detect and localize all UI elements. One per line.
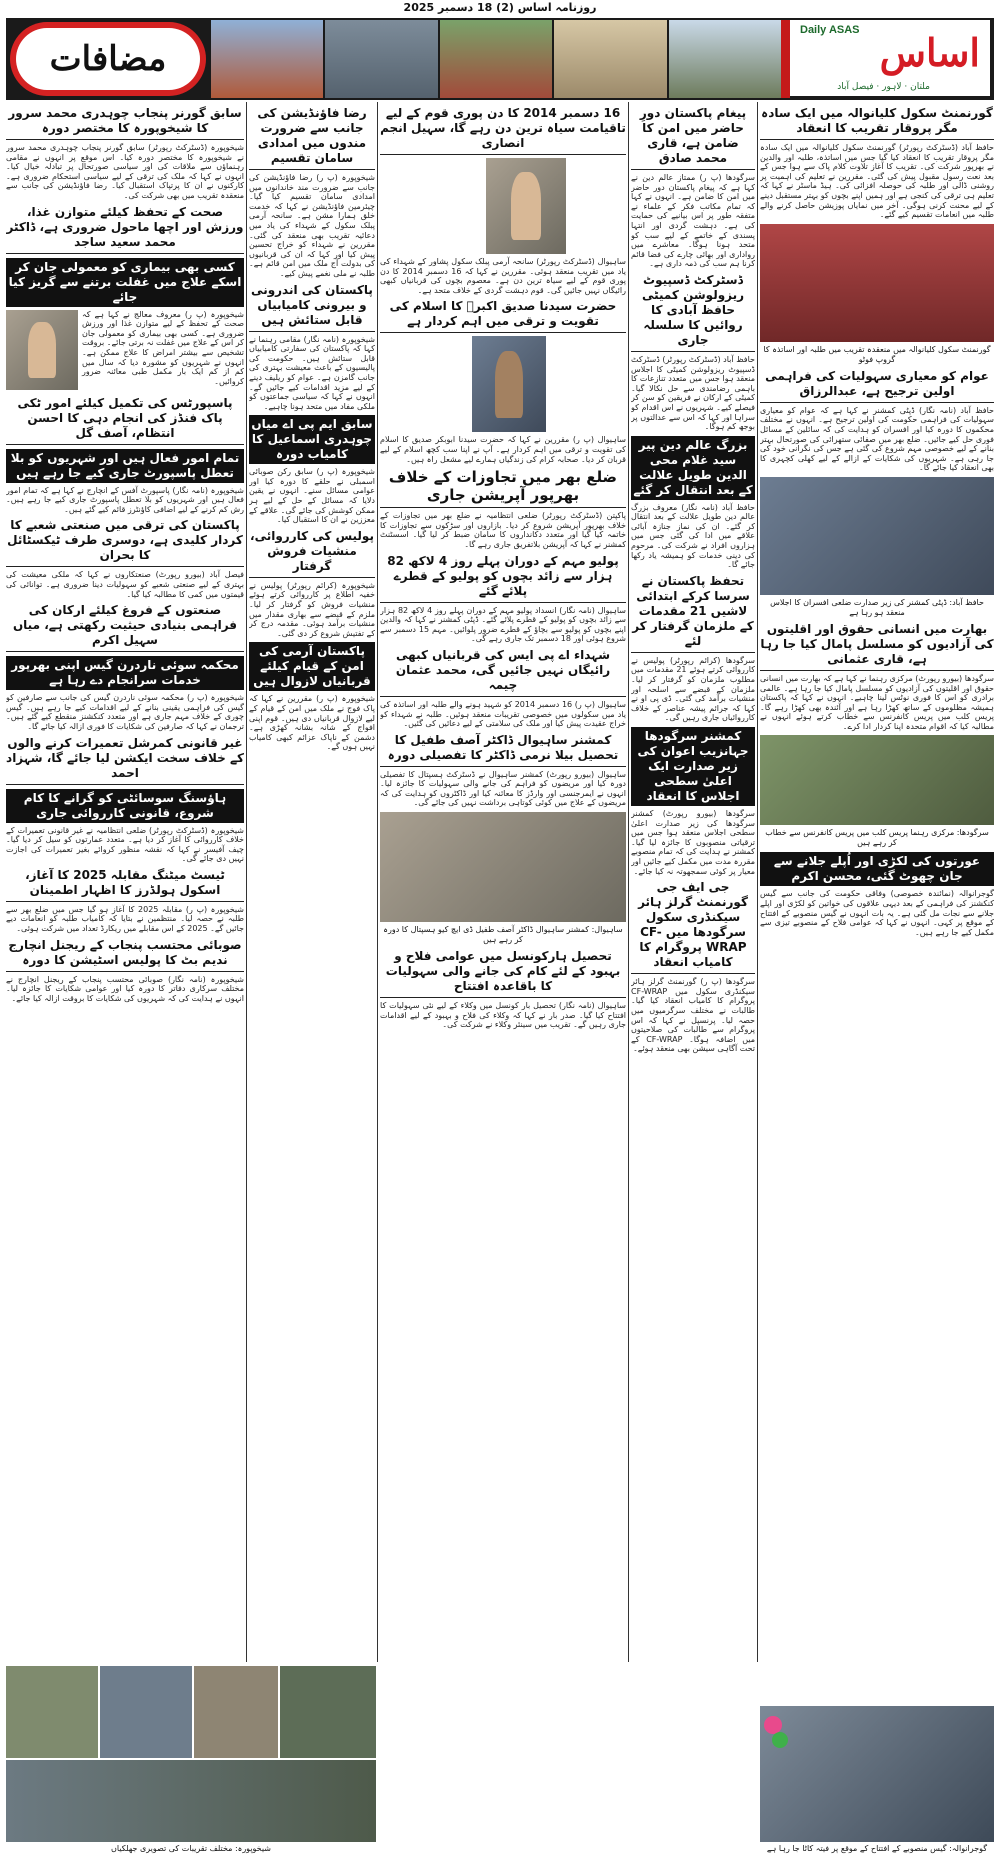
logo-urdu: اساس [879, 30, 980, 75]
photo-caption: گورنمنٹ سکول کلیانوالہ میں منعقدہ تقریب میں طلبہ اور اساتذہ کا گروپ فوٹو [763, 344, 991, 364]
headline: عوام کو معیاری سہولیات کی فراہمی اولین ترجیح ہے، عبدالرزاق [760, 369, 994, 403]
photo-caption: سرگودھا: مرکزی رہنما پریس کلب میں پریس کانفرنس سے خطاب کر رہے ہیں [765, 828, 989, 848]
collage-photo [280, 1666, 376, 1758]
headline: صحت کے تحفظ کیلئے متوازن غذا، ورزش اور اچھا ماحول ضروری ہے، ڈاکٹر محمد سعید ساجد [6, 205, 244, 254]
section-title: مضافات [16, 28, 200, 90]
headline: پولیس کی کارروائی، منشیات فروش گرفتار [249, 529, 375, 578]
logo-tagline: ملتان · لاہور · فیصل آباد [837, 82, 930, 92]
headline: بزرگ عالم دین پیر سید غلام محی الدین طویل علالت کے بعد انتقال کر گئے [631, 436, 755, 500]
article-body: فیصل آباد (بیورو رپورٹ) صنعتکاروں نے کہا کہ ملکی معیشت کی بہتری کے لیے صنعتی شعبے کو سہولیات دینا ضروری ہے۔ توانائی کی قیمتوں میں کمی کا مطالبہ کیا گیا۔ [6, 570, 244, 599]
collage-photo [100, 1666, 192, 1758]
photo-collage [6, 1666, 376, 1856]
article-body: شیخوپورہ (پ ر) مقررین نے کہا کہ پاک فوج نے ملک میں امن کے قیام کے لیے لازوال قربانیاں دی ہیں۔ قوم اپنی افواج کے شانہ بشانہ کھڑی ہے۔ دشمن کے ناپاک عزائم کبھی کامیاب نہیں ہوں گے۔ [249, 694, 375, 752]
hospital-visit-photo [380, 812, 626, 922]
headline: پیغام پاکستان دورِ حاضر میں امن کا ضامن ہے، قاری محمد صادق [631, 106, 755, 170]
article-body: سرگودھا (پ ر) ممتاز عالم دین نے کہا ہے کہ پیغام پاکستان دور حاضر میں امن کا ضامن ہے۔ انہوں نے کہا کہ تمام مکاتب فکر کے علماء نے متفقہ طور پر اس بیانیے کی حمایت کی ہے۔ دہشت گردی اور انتہا پسندی کے خاتمے کے لیے سب کو متحد ہونا ہوگا۔ معاشرے میں رواداری اور بھائی چارے کی فضا قائم کرنا ہم سب کی ذمہ داری ہے۔ [631, 173, 755, 269]
article-body: حافظ آباد (نامہ نگار) ڈپٹی کمشنر نے کہا ہے کہ عوام کو معیاری سہولیات کی فراہمی حکومت کی اولین ترجیح ہے۔ انہوں نے مختلف محکموں کا دورہ کیا اور افسران کو ہدایت کی کہ سائلین کے مسائل فوری حل کیے جائیں۔ ضلع بھر میں صفائی ستھرائی کی صورتحال بہتر بنانے کے لیے خصوصی مہم شروع کی گئی ہے جس کی نگرانی خود کی جا رہی ہے۔ شہریوں کی شکایات کے ازالے کے لیے کھلی کچہری کا بھی انعقاد کیا جائے گا۔ [760, 405, 994, 473]
headline: سابق گورنر پنجاب چوہدری محمد سرور کا شیخوپورہ کا مختصر دورہ [6, 106, 244, 140]
headline: 16 دسمبر 2014 کا دن پوری قوم کے لیے تاقیامت سیاہ ترین دن رہے گا، سہیل انجم انصاری [380, 106, 626, 155]
photo [760, 1706, 994, 1842]
article-body: شیخوپورہ (پ ر) سابق رکن صوبائی اسمبلی نے حلقے کا دورہ کیا اور عوامی مسائل سنے۔ انہوں نے یقین دلایا کہ مسائل کے حل کے لیے ہر ممکن کوشش کی جائے گی۔ علاقے کے معززین نے ان کا استقبال کیا۔ [249, 467, 375, 525]
article-body: شیخوپورہ (پ ر) معروف معالج نے کہا ہے کہ صحت کے تحفظ کے لیے متوازن غذا اور ورزش ضروری ہے۔ کسی بھی بیماری کو معمولی جان کر اس کے علاج میں غفلت نہ برتی جائے۔ بروقت تشخیص سے بیشتر امراض کا علاج ممکن ہے۔ انہوں نے شہریوں کو مشورہ دیا کہ سال میں کم از کم ایک بار مکمل طبی معائنہ ضرور کروائیں۔ [82, 309, 244, 386]
headline: کسی بھی بیماری کو معمولی جان کر اسکے علاج میں غفلت برتنے سے گریز کیا جائے [6, 258, 244, 307]
masthead-photo [554, 20, 666, 98]
photo-caption: گوجرانوالہ: گیس منصوبے کے افتتاح کے موقع پر فیتہ کاٹا جا رہا ہے [766, 1844, 988, 1853]
column-4 [6, 102, 244, 1662]
article-body: سرگودھا (بیورو رپورٹ) مرکزی رہنما نے کہا ہے کہ بھارت میں انسانی حقوق اور اقلیتوں کی آزادیوں کو مسلسل پامال کیا جا رہا ہے۔ عالمی برادری کو اس کا فوری نوٹس لینا چاہیے۔ انہوں نے کہا کہ پاکستان ہمیشہ مظلوموں کے ساتھ کھڑا رہا ہے اور آئندہ بھی کھڑا رہے گا۔ پریس کلب میں پریس کانفرنس سے خطاب کرتے ہوئے انہوں نے مطالبہ کیا کہ اقوام متحدہ اپنا کردار ادا کرے۔ [760, 673, 994, 731]
photo-caption: شیخوپورہ: مختلف تقریبات کی تصویری جھلکیاں [111, 1844, 271, 1853]
inauguration-photo [760, 1706, 994, 1856]
headline: غیر قانونی کمرشل تعمیرات کرنے والوں کے خلاف سخت ایکشن لیا جائے گا، شہزاد احمد [6, 736, 244, 785]
article-body: سرگودھا (پ ر) گورنمنٹ گرلز ہائر سیکنڈری سکول میں CF-WRAP پروگرام کا کامیاب انعقاد کیا گیا۔ طالبات نے مختلف سرگرمیوں میں حصہ لیا۔ پرنسپل نے کہا کہ اس پروگرام سے طالبات کی صلاحیتوں میں اضافہ ہوگا۔ CF-WRAP کے تحت آگاہی سیشن بھی منعقد ہوئے۔ [631, 977, 755, 1054]
article-body: شیخوپورہ (ڈسٹرکٹ رپورٹر) ضلعی انتظامیہ نے غیر قانونی تعمیرات کے خلاف کارروائی کا آغاز کر دیا ہے۔ متعدد عمارتوں کو سیل کر دیا گیا۔ چیف آفیسر نے کہا کہ نقشہ منظور کروائے بغیر تعمیرات کی اجازت نہیں دی جائے گی۔ [6, 825, 244, 864]
headline: جی ایف جی گورنمنٹ گرلز ہائر سیکنڈری سکول سرگودھا میں CF-WRAP پروگرام کا کامیاب انعقاد [631, 880, 755, 974]
headline: صنعتوں کے فروغ کیلئے ارکان کی فراہمی بنیادی حیثیت رکھتی ہے، میاں سہیل اکرم [6, 603, 244, 652]
headline: پاکستان کی ترقی میں صنعتی شعبے کا کردار کلیدی ہے، دوسری طرف ٹیکسٹائل کا بحران [6, 518, 244, 567]
masthead-photo [211, 20, 323, 98]
article-body: گوجرانوالہ (نمائندہ خصوصی) وفاقی حکومت کی جانب سے گیس کنکشنز کی فراہمی کے بعد دیہی علاقوں کی خواتین کو لکڑی اور اپلے جلانے سے نجات مل گئی ہے۔ یہ بات انہوں نے گیس منصوبے کے افتتاح کے موقع پر کہی۔ انہوں نے کہا کہ عوامی فلاح کے منصوبے تیزی سے مکمل کیے جا رہے ہیں۔ [760, 889, 994, 937]
article-body: پاکپتن (ڈسٹرکٹ رپورٹر) ضلعی انتظامیہ نے ضلع بھر میں تجاوزات کے خلاف بھرپور آپریشن شروع کر دیا۔ بازاروں اور سڑکوں سے تجاوزات کا خاتمہ کیا گیا اور متعدد دکانداروں کا سامان ضبط کر لیا گیا۔ اسسٹنٹ کمشنر نے کہا کہ آپریشن بلاتفریق جاری رہے گا۔ [380, 511, 626, 549]
newspaper-logo [790, 20, 990, 96]
headline: پاسپورٹس کی تکمیل کیلئے امور ٹکی پاک فنڈز کی انجام دہی کا احسن انتظام، آصف گل [6, 396, 244, 445]
article-body: ساہیوال (نامہ نگار) انسداد پولیو مہم کے دوران پہلے روز 4 لاکھ 82 ہزار سے زائد بچوں کو پولیو کے قطرے پلائے گئے۔ ڈپٹی کمشنر نے کہا کہ والدین اپنے بچوں کو پولیو سے بچاؤ کے قطرے ضرور پلوائیں۔ مہم 15 دسمبر سے شروع ہوئی اور 18 دسمبر تک جاری رہے گی۔ [380, 605, 626, 644]
column-divider [757, 102, 758, 1662]
article-body: حافظ آباد (ڈسٹرکٹ رپورٹر) گورنمنٹ سکول کلیانوالہ میں ایک سادہ مگر پروقار تقریب کا انعقاد کیا گیا جس میں اساتذہ، طلبہ اور والدین نے بھرپور شرکت کی۔ تقریب کا آغاز تلاوت کلام پاک سے ہوا جس کے بعد نعت رسول مقبول پیش کی گئی۔ مقررین نے تعلیم کی اہمیت پر روشنی ڈالی اور طلبہ کی حوصلہ افزائی کی۔ ہیڈ ماسٹر نے کہا کہ تعلیم ہی ترقی کی کنجی ہے اور ہمیں اپنے بچوں کو بہتر مستقبل دینے کے لیے محنت کرنی ہوگی۔ آخر میں نمایاں پوزیشن حاصل کرنے والے طلبہ میں انعامات تقسیم کیے گئے۔ [760, 143, 994, 220]
article-body: ساہیوال (بیورو رپورٹ) کمشنر ساہیوال نے ڈسٹرکٹ ہسپتال کا تفصیلی دورہ کیا اور مریضوں کو فراہم کی جانے والی سہولیات کا جائزہ لیا۔ انہوں نے ایمرجنسی اور وارڈز کا معائنہ کیا اور ڈاکٹروں کو ہدایت کی کہ مریضوں کے علاج میں کوئی کوتاہی برداشت نہیں کی جائے گی۔ [380, 769, 626, 808]
headline: پولیو مہم کے دوران پہلے روز 4 لاکھ 82 ہزار سے زائد بچوں کو پولیو کے قطرے پلائے گئے [380, 554, 626, 603]
balloon-icon [772, 1732, 788, 1748]
article-body: سرگودھا (کرائم رپورٹر) پولیس نے کارروائی کرتے ہوئے 21 مقدمات میں مطلوب ملزمان کو گرفتار کر لیا۔ ملزمان کے قبضے سے اسلحہ اور منشیات برآمد کی گئی۔ ڈی پی او نے کہا کہ جرائم پیشہ عناصر کے خلاف کارروائیاں جاری رہیں گی۔ [631, 655, 755, 723]
meeting-photo [760, 477, 994, 595]
article-body: شیخوپورہ (ڈسٹرکٹ رپورٹر) سابق گورنر پنجاب چوہدری محمد سرور نے شیخوپورہ کا مختصر دورہ کیا۔ اس موقع پر انہوں نے مقامی رہنماؤں سے ملاقات کی اور سیاسی صورتحال پر تبادلہ خیال کیا۔ انہوں نے کہا کہ ملک کی ترقی کے لیے سیاسی استحکام ضروری ہے۔ کارکنوں نے ان کا پرتپاک استقبال کیا۔ رضا فاؤنڈیشن کی جانب سے منعقدہ تقریب میں بھی شرکت کی۔ [6, 143, 244, 200]
collage-photo [6, 1760, 376, 1842]
article-body: ساہیوال (ڈسٹرکٹ رپورٹر) سانحہ آرمی پبلک سکول پشاور کے شہداء کی یاد میں تقریب منعقد ہوئی۔ مقررین نے کہا کہ 16 دسمبر 2014 کا دن پوری قوم کے لیے سیاہ ترین دن ہے۔ معصوم بچوں کی قربانیاں کبھی رائیگاں نہیں جائیں گی۔ قوم دہشت گردی کے خلاف متحد ہے۔ [380, 257, 626, 295]
masthead-photo [669, 20, 781, 98]
masthead-photo [440, 20, 552, 98]
headline: ضلع بھر میں تجاوزات کے خلاف بھرپور آپریشن جاری [380, 468, 626, 508]
photo-caption: حافظ آباد: ڈپٹی کمشنر کی زیر صدارت ضلعی افسران کا اجلاس منعقد ہو رہا ہے [770, 597, 984, 617]
article-body: ساہیوال (پ ر) مقررین نے کہا کہ حضرت سیدنا ابوبکر صدیق کا اسلام کی تقویت و ترقی میں اہم کردار ہے۔ آپ نے اپنا سب کچھ اسلام کے لیے قربان کر دیا۔ صحابہ کرام کی زندگیاں ہمارے لیے مشعل راہ ہیں۔ [380, 435, 626, 464]
section-badge [10, 22, 206, 96]
article-body: سرگودھا (بیورو رپورٹ) کمشنر سرگودھا کی زیر صدارت اعلیٰ سطحی اجلاس منعقد ہوا جس میں ترقیاتی منصوبوں کا جائزہ لیا گیا۔ کمشنر نے ہدایت کی کہ تمام منصوبے مقررہ مدت میں مکمل کیے جائیں اور معیار پر کوئی سمجھوتہ نہ کیا جائے۔ [631, 809, 755, 876]
column-divider [628, 102, 629, 1662]
press-club-photo [760, 735, 994, 825]
headline: ڈسٹرکٹ ڈسپیوٹ ریزولوشن کمیٹی حافظ آبادی کا روائیں کا سلسلہ جاری [631, 273, 755, 352]
headline: تمام امور فعال ہیں اور شہریوں کو بلا تعطل پاسپورٹ جاری کیے جا رہے ہیں [6, 449, 244, 483]
headline: تحفظ پاکستان نے سرسا کرکے ابتدائی لاشیں 21 مقدمات کے ملزمان گرفتار کر لئے [631, 574, 755, 653]
headline: سابق ایم پی اے میاں چوہدری اسماعیل کا کامیاب دورہ [249, 415, 375, 464]
collage-photo [194, 1666, 278, 1758]
photo-caption: ساہیوال: کمشنر ساہیوال ڈاکٹر آصف طفیل ڈی ایچ کیو ہسپتال کا دورہ کر رہے ہیں [383, 925, 623, 945]
headline: حضرت سیدنا صدیق اکبرؓ کا اسلام کی تقویت و ترقی میں اہم کردار ہے [380, 299, 626, 333]
school-group-photo [760, 224, 994, 342]
headline: عورتوں کی لکڑی اور اُپلے جلانے سے جان چھوٹ گئی، محسن اکرم [760, 852, 994, 886]
headline: پاکستان آرمی کی امن کے قیام کیلئے قربانیاں لازوال ہیں [249, 642, 375, 691]
headline: رضا فاؤنڈیشن کی جانب سے ضرورت مندوں میں امدادی سامان تقسیم [249, 106, 375, 170]
article-body: ساہیوال (پ ر) 16 دسمبر 2014 کو شہید ہونے والے طلبہ اور اساتذہ کی یاد میں سکولوں میں خصوصی تقریبات منعقد ہوئیں۔ طلبہ نے شہداء کو خراج عقیدت پیش کیا اور ملک کی سلامتی کے لیے دعائیں کی گئیں۔ [380, 699, 626, 729]
headline: شہداء اے پی ایس کی قربانیاں کبھی رائیگاں نہیں جائیں گی، محمد عثمان چیمہ [380, 648, 626, 697]
masthead-photo-strip [211, 20, 781, 98]
headline: کمشنر ساہیوال ڈاکٹر آصف طفیل کا تحصیل بیلا نرمی ڈاکٹر کا تفصیلی دورہ [380, 733, 626, 767]
article-body: شیخوپورہ (نامہ نگار) پاسپورٹ آفس کے انچارج نے کہا ہے کہ تمام امور فعال ہیں اور شہریوں کو بلا تعطل پاسپورٹ جاری کیے جا رہے ہیں۔ رش کم کرنے کے لیے اضافی کاؤنٹرز قائم کیے گئے ہیں۔ [6, 485, 244, 514]
article-body: شیخوپورہ (نامہ نگار) مقامی رہنما نے کہا کہ پاکستان کی سفارتی کامیابیاں قابل ستائش ہیں۔ حکومت کی پالیسیوں کے باعث معیشت بہتری کی جانب گامزن ہے۔ عوام کو ریلیف دینے کے لیے مزید اقدامات کیے جائیں گے۔ انہوں نے کہا کہ سیاسی جماعتوں کو ملکی مفاد میں متحد ہونا چاہیے۔ [249, 334, 375, 411]
headline: صوبائی محتسب پنجاب کے ریجنل انچارج ندیم بٹ کا پولیس اسٹیشن کا دورہ [6, 938, 244, 972]
flag-stripe [780, 20, 790, 98]
column-divider [377, 102, 378, 1662]
dateline: روزنامہ اساس (2) 18 دسمبر 2025 [403, 1, 597, 14]
column-3 [380, 102, 626, 1662]
article-body: شیخوپورہ (پ ر) مقابلہ 2025 کا آغاز ہو گیا جس میں ضلع بھر سے طلبہ نے حصہ لیا۔ منتظمین نے بتایا کہ کامیاب طلبہ کو انعامات دیے جائیں گے۔ 2025 کے اس مقابلے میں ریکارڈ تعداد میں شرکت ہوئی۔ [6, 904, 244, 934]
headline: پاکستان کی اندرونی و بیرونی کامیابیاں قابل ستائش ہیں [249, 283, 375, 332]
portrait-photo [6, 310, 78, 390]
masthead [6, 18, 994, 100]
article-body: شیخوپورہ (کرائم رپورٹر) پولیس نے خفیہ اطلاع پر کارروائی کرتے ہوئے منشیات فروش کو گرفتار کر لیا۔ ملزم کے قبضے سے بھاری مقدار میں منشیات برآمد ہوئی۔ مقدمہ درج کر کے تفتیش شروع کر دی گئی۔ [249, 580, 375, 638]
headline: گورنمنٹ سکول کلیانوالہ میں ایک سادہ مگر پروقار تقریب کا انعقاد [760, 106, 994, 140]
article-body: شیخوپورہ (نامہ نگار) صوبائی محتسب پنجاب کے ریجنل انچارج نے مختلف سرکاری دفاتر کا دورہ کیا اور عوامی شکایات کا جائزہ لیا۔ انہوں نے ہدایت کی کہ شہریوں کی شکایات کا بروقت ازالہ کیا جائے۔ [6, 974, 244, 1003]
article-body: ساہیوال (نامہ نگار) تحصیل بار کونسل میں وکلاء کے لیے نئی سہولیات کا افتتاح کیا گیا۔ صدر بار نے کہا کہ وکلاء کی فلاح و بہبود کے لیے اقدامات جاری رہیں گے۔ تقریب میں سینئر وکلاء نے شرکت کی۔ [380, 1001, 626, 1030]
column-5 [249, 102, 375, 1662]
masthead-photo [325, 20, 437, 98]
portrait-photo [472, 336, 546, 432]
headline: تحصیل ہارکونسل میں عوامی فلاح و بہبود کے لئے کام کی جانے والی سہولیات کا باقاعدہ افتتاح [380, 949, 626, 998]
article-body: شیخوپورہ (پ ر) رضا فاؤنڈیشن کی جانب سے ضرورت مند خاندانوں میں امدادی سامان تقسیم کیا گیا۔ چیئرمین فاؤنڈیشن نے کہا کہ خدمت خلق ہمارا مشن ہے۔ سانحہ آرمی پبلک سکول کے شہداء کی یاد میں دعائیہ تقریب بھی منعقد کی گئی۔ مقررین نے شہداء کو خراج تحسین پیش کیا اور کہا کہ ان کی قربانیوں کی بدولت آج ملک میں امن قائم ہے۔ طلبہ نے ملی نغمے پیش کیے۔ [249, 173, 375, 278]
article-body: حافظ آباد (نامہ نگار) معروف بزرگ عالم دین طویل علالت کے بعد انتقال کر گئے۔ ان کی نماز جنازہ آبائی علاقے میں ادا کی گئی جس میں ہزاروں افراد نے شرکت کی۔ مرحوم کی دینی خدمات کو ہمیشہ یاد رکھا جائے گا۔ [631, 502, 755, 570]
portrait-photo [486, 158, 566, 254]
headline: کمشنر سرگودھا جہانزیب اعوان کی زیر صدارت ایک اعلیٰ سطحی اجلاس کا انعقاد [631, 727, 755, 806]
headline: محکمہ سوئی ناردرن گیس اپنی بھرپور خدمات سرانجام دے رہا ہے [6, 656, 244, 690]
headline: ٹیسٹ میٹنگ مقابلہ 2025 کا آغاز، اسکول ہولڈرز کا اظہار اطمینان [6, 868, 244, 902]
headline: بھارت میں انسانی حقوق اور اقلیتوں کی آزادیوں کو مسلسل پامال کیا جا رہا ہے، قاری عثمانی [760, 622, 994, 671]
column-1 [760, 102, 994, 1612]
column-divider [246, 102, 247, 1662]
collage-photo [6, 1666, 98, 1758]
article-body: حافظ آباد (ڈسٹرکٹ رپورٹر) ڈسٹرکٹ ڈسپیوٹ ریزولوشن کمیٹی کا اجلاس منعقد ہوا جس میں متعدد تنازعات کا باہمی رضامندی سے حل نکالا گیا۔ کمیٹی کے ارکان نے فریقین کو سن کر فیصلے کیے۔ شہریوں نے اس اقدام کو سراہا اور کہا کہ اس سے عدالتوں پر بوجھ کم ہوگا۔ [631, 354, 755, 432]
column-2 [631, 102, 755, 1662]
article-body: شیخوپورہ (پ ر) محکمہ سوئی ناردرن گیس کی جانب سے صارفین کو گیس کی فراہمی یقینی بنانے کے لیے اقدامات کیے جا رہے ہیں۔ گیس چوری کے خلاف مہم جاری ہے اور متعدد کنکشنز منقطع کیے گئے ہیں۔ ترجمان نے کہا کہ صارفین کی شکایات کا فوری ازالہ کیا جائے گا۔ [6, 693, 244, 731]
logo-english: Daily ASAS [800, 24, 860, 36]
headline: ہاؤسنگ سوسائٹی کو گرانے کا کام شروع، قانونی کارروائی جاری [6, 789, 244, 823]
